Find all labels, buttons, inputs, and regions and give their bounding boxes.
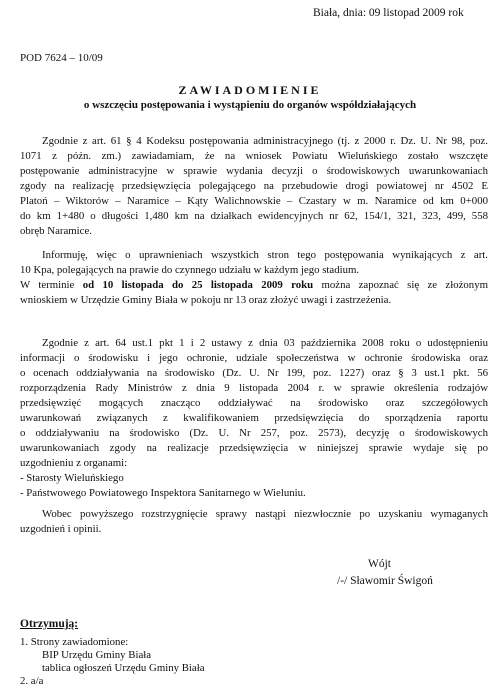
text-line: uwarunkowań związanych z kwalifikowaniem przedsięwzięcia do sporządzenia raportu <box>20 412 488 424</box>
text-line: Platoń – Wiktorów – Naramice – Kąty Walichnowskie – Czastary w m. Naramice od km 0+000 <box>20 195 488 207</box>
text-line: uzgodnieniu z organami: <box>20 457 128 469</box>
recipient-line: 1. Strony zawiadomione: <box>20 636 129 648</box>
recipients-heading: Otrzymują: <box>20 618 79 630</box>
text-line: 1071 z późn. zm.) zawiadamiam, że na wniosek Powiatu Wieluńskiego zostało wszczęte <box>20 150 488 162</box>
recipients-list <box>20 636 205 688</box>
text-line: uwarunkowaniach zgody na realizacje przedsięwzięcia w niniejszej sprawie wydaje się po <box>20 442 488 454</box>
reference-number: POD 7624 – 10/09 <box>20 52 103 64</box>
date-line: Biała, dnia: 09 listopad 2009 rok <box>313 7 464 19</box>
text-line: 10 Kpa, polegających na prawie do czynnego udziału w każdym jego stadium. <box>20 264 360 276</box>
text-line: o oddziaływaniu na środowisko (Dz. U. Nr 257, poz. 2573), decyzję o środowiskowych <box>20 427 488 439</box>
deadline-dates: od 10 listopada do 25 listopada 2009 roku <box>82 279 314 291</box>
paragraph-conclusion <box>20 507 488 537</box>
recipient-line: BIP Urzędu Gminy Biała <box>42 649 152 661</box>
recipient-line: tablica ogłoszeń Urzędu Gminy Biała <box>42 662 205 674</box>
document-title: ZAWIADOMIENIE <box>178 83 322 97</box>
text-line: Informuję, więc o uprawnieniach wszystkich stron tego postępowania wynikających z art. <box>42 249 488 261</box>
signature-title: Wójt <box>368 558 391 570</box>
text-line-deadline <box>20 278 488 293</box>
document-subtitle: o wszczęciu postępowania i wystąpieniu do organów współdziałających <box>83 99 417 111</box>
paragraph-rights <box>20 248 488 308</box>
text-line: o ocenach oddziaływania na środowisko (Dz. U. Nr 199, poz. 1227) oraz § 3 ust.1 pkt. 56 <box>20 367 488 379</box>
text-line: do km 1+480 o długości 1,480 km na działkach ewidencyjnych nr 62, 154/1, 321, 323, 499, 558 <box>20 210 488 222</box>
text-line: Zgodnie z art. 61 § 4 Kodeksu postępowania administracyjnego (tj. z 2000 r. Dz. U. Nr 98, poz. <box>42 135 488 147</box>
signature-name: /-/ Sławomir Świgoń <box>337 575 433 587</box>
text-line: obręb Naramice. <box>20 225 92 237</box>
paragraph-legal-basis <box>20 336 488 501</box>
deadline-prefix: W terminie <box>20 279 83 291</box>
text-line: rozporządzenia Rady Ministrów z dnia 9 listopada 2004 r. w sprawie określenia rodzajów <box>20 382 488 394</box>
text-line: informacji o środowisku i jego ochronie, udziale społeczeństwa w ochronie środowiska oraz <box>20 352 488 364</box>
text-line: Zgodnie z art. 64 ust.1 pkt 1 i 2 ustawy z dnia 03 października 2008 roku o udostępnieniu <box>42 337 488 349</box>
text-line: uzgodnień i opinii. <box>20 523 102 535</box>
authority-list-item: - Państwowego Powiatowego Inspektora Sanitarnego w Wieluniu. <box>20 487 306 499</box>
text-line: przedsięwzięć mogących znacząco oddziaływać na środowisko oraz szczegółowych <box>20 397 488 409</box>
paragraph-notice <box>20 134 488 239</box>
recipient-line: 2. a/a <box>20 675 44 687</box>
text-line: postępowanie administracyjne w sprawie wydania decyzji o środowiskowych uwarunkowaniach <box>20 165 488 177</box>
text-line: zgody na realizację przedsięwzięcia polegającego na przebudowie drogi powiatowej nr 4502 E <box>20 180 488 192</box>
text-line: Wobec powyższego rozstrzygnięcie sprawy nastąpi niezwłocznie po uzyskaniu wymaganych <box>42 508 488 520</box>
deadline-suffix: można zapoznać się ze złożonym <box>313 279 488 291</box>
authority-list-item: - Starosty Wieluńskiego <box>20 472 124 484</box>
text-line: wnioskiem w Urzędzie Gminy Biała w pokoju nr 13 oraz złożyć uwagi i zastrzeżenia. <box>20 294 392 306</box>
